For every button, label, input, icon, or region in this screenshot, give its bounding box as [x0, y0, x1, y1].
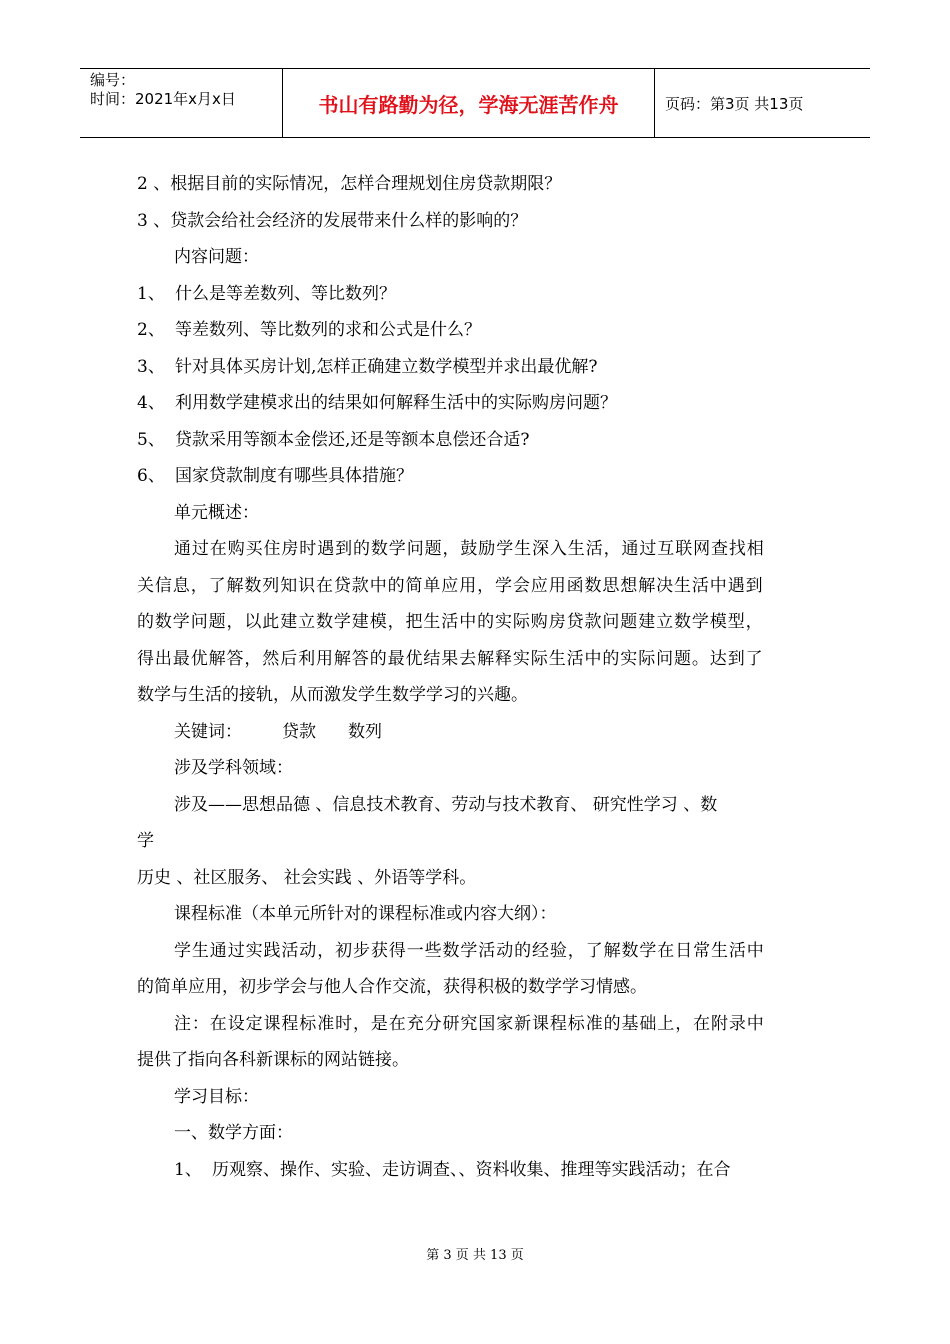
- page-footer: 第 3 页 共 13 页: [426, 1248, 524, 1263]
- list-text: 历观察、操作、实验、走访调查、、资料收集、推理等实践活动；在合: [212, 1159, 731, 1180]
- unit-overview-line-4: 得出最优解答，然后利用解答的最优结果去解释实际生活中的实际问题。达到了: [137, 648, 764, 669]
- standard-line-1: 学生通过实践活动，初步获得一些数学活动的经验，了解数学在日常生活中: [174, 940, 765, 961]
- list-text: 国家贷款制度有哪些具体措施？: [175, 466, 413, 486]
- keyword-loan: 贷款: [282, 721, 316, 742]
- number-label: 编号：: [90, 71, 136, 89]
- question-3: 3 、贷款会给社会经济的发展带来什么样的影响的？: [137, 210, 528, 231]
- standard-line-2: 的简单应用，初步学会与他人合作交流，获得积极的数学学习情感。: [137, 977, 647, 997]
- question-2: 2 、根据目前的实际情况，怎样合理规划住房贷款期限？: [137, 174, 562, 194]
- unit-overview-line-5: 数学与生活的接轨，从而激发学生数学学习的兴趣。: [137, 685, 528, 705]
- content-question-4: [137, 385, 817, 422]
- document-body: [137, 166, 817, 1188]
- content-question-5: [137, 422, 817, 459]
- page-header: [80, 68, 870, 138]
- unit-overview-line-1: 通过在购买住房时遇到的数学问题，鼓励学生深入生活，通过互联网查找相: [174, 539, 765, 559]
- list-number: 1、: [174, 1159, 202, 1180]
- header-page-cell: [655, 69, 870, 137]
- unit-overview-heading: 单元概述：: [174, 502, 259, 523]
- math-heading: 一、数学方面：: [174, 1123, 293, 1143]
- list-number: 4、: [137, 393, 165, 413]
- list-text: 什么是等差数列、等比数列？: [175, 283, 396, 304]
- list-text: 贷款采用等额本金偿还,还是等额本息偿还合适?: [175, 429, 530, 450]
- goals-heading: 学习目标：: [174, 1086, 259, 1107]
- content-question-6: [137, 458, 817, 495]
- list-text: 针对具体买房计划,怎样正确建立数学模型并求出最优解?: [175, 356, 598, 377]
- list-text: 等差数列、等比数列的求和公式是什么？: [175, 320, 481, 340]
- content-questions-heading: 内容问题：: [174, 247, 259, 267]
- motto: 书山有路勤为径，学海无涯苦作舟: [318, 93, 619, 117]
- note-line-2: 提供了指向各科新课标的网站链接。: [137, 1050, 409, 1070]
- content-question-3: [137, 349, 817, 386]
- unit-overview-line-2: 关信息，了解数列知识在贷款中的简单应用，学会应用函数思想解决生活中遇到: [137, 575, 764, 596]
- list-number: 3、: [137, 356, 165, 377]
- unit-overview-line-3: 的数学问题，以此建立数学建模，把生活中的实际购房贷款问题建立数学模型，: [137, 612, 764, 632]
- content-question-1: [137, 276, 817, 313]
- list-text: 利用数学建模求出的结果如何解释生活中的实际购房问题？: [175, 393, 617, 413]
- standard-heading: 课程标准（本单元所针对的课程标准或内容大纲）：: [174, 904, 557, 924]
- header-info-cell: [80, 69, 283, 137]
- list-number: 1、: [137, 283, 165, 304]
- subject-heading: 涉及学科领域：: [174, 758, 293, 778]
- content-question-2: [137, 312, 817, 349]
- keywords-line: [137, 714, 817, 751]
- note-line-1: 注：在设定课程标准时，是在充分研究国家新课程标准的基础上，在附录中: [174, 1013, 765, 1034]
- keywords-label: 关键词：: [174, 721, 242, 742]
- subject-line-2: 学: [137, 831, 154, 851]
- subject-line-1: 涉及——思想品德 、信息技术教育、劳动与技术教育、 研究性学习 、数: [174, 794, 718, 815]
- time-label: 时间：2021年x月x日: [90, 90, 236, 108]
- keyword-sequence: 数列: [348, 721, 382, 742]
- list-number: 2、: [137, 320, 165, 340]
- subject-line-3: 历史 、社区服务、 社会实践 、外语等学科。: [137, 867, 477, 888]
- header-motto-cell: [283, 69, 655, 137]
- goal-1: [137, 1152, 817, 1189]
- page-code: 页码：第3页 共13页: [665, 95, 804, 113]
- list-number: 6、: [137, 466, 165, 486]
- list-number: 5、: [137, 429, 165, 450]
